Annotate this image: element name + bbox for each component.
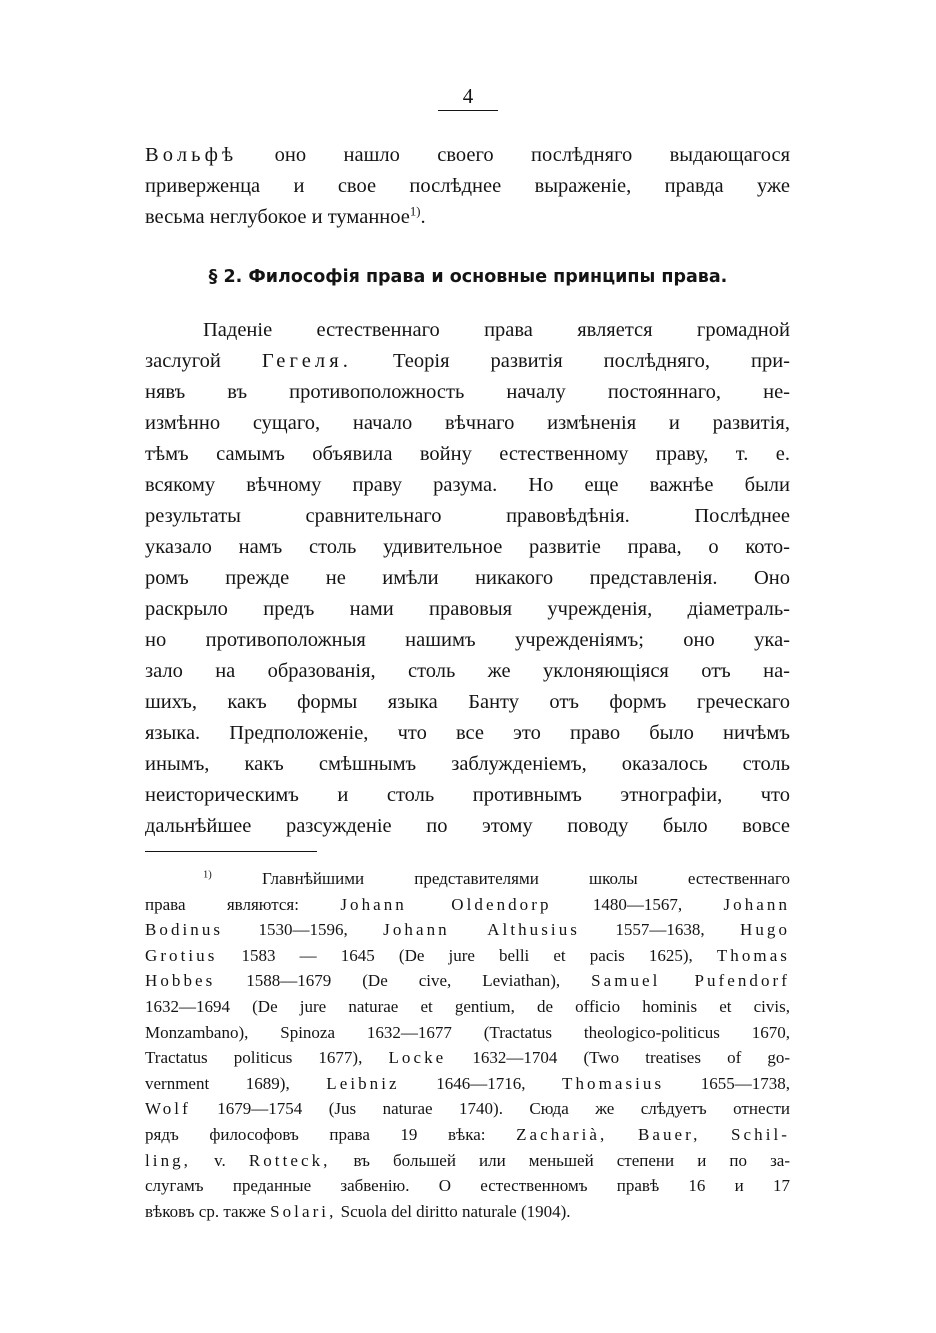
- intro-line-2: приверженца и свое послѣднее выраженіе, правда уже: [145, 175, 790, 197]
- author-name: Samuel Pufendorf: [591, 971, 790, 991]
- footnote-line-9: vernment 1689), Leibniz 1646—1716, Thomasius 1655—1738,: [145, 1073, 790, 1093]
- author-name: Johann Oldendorp: [340, 894, 552, 914]
- section-line: инымъ, какъ смѣшнымъ заблужденіемъ, оказалось столь: [145, 753, 790, 775]
- author-name: Schil-: [731, 1124, 791, 1144]
- author-name: Johann Althusius: [383, 920, 580, 940]
- footnote-line-1: $^{1)}$ Главнѣйшими представителями школы естественнаго: [203, 869, 791, 888]
- section-line: указало намъ столь удивительное развитіе права, о кото-: [145, 536, 790, 558]
- section-line: зало на образованія, столь же уклоняющіяся отъ на-: [145, 660, 790, 682]
- intro-line-1: Вольфѣ оно нашло своего послѣдняго выдающагося: [145, 144, 790, 166]
- author-name: Leibniz: [326, 1073, 400, 1093]
- footnote-line-10: Wolf 1679—1754 (Jus naturae 1740). Сюда же слѣдуетъ отнести: [145, 1099, 790, 1119]
- section-line: раскрыло предъ нами правовыя учрежденія, діаметраль-: [145, 598, 790, 620]
- footnote-line-12: ling, v. Rotteck, въ большей или меньшей степени и по за-: [145, 1150, 791, 1170]
- footnote-line-8: Tractatus politicus 1677), Locke 1632—1704 (Two treatises of go-: [145, 1048, 791, 1068]
- footnote-line-13: слугамъ преданные забвенію. О естественномъ правѣ 16 и 17: [145, 1176, 790, 1196]
- author-name: Locke: [388, 1048, 447, 1068]
- footnote-line-7: Monzambano), Spinoza 1632—1677 (Tractatus theologico-politicus 1670,: [145, 1022, 790, 1042]
- footnote-line-11: рядъ философовъ права 19 вѣка: Zacharià, Bauer, Schil-: [145, 1124, 791, 1144]
- author-name: Thomasius: [562, 1073, 665, 1093]
- author-name: Zacharià,: [516, 1124, 608, 1144]
- footnote-line-2: права являются: Johann Oldendorp 1480—1567, Johann: [145, 894, 791, 914]
- section-line-2: заслугой Гегеля. Теорія развитія послѣдняго, при-: [145, 350, 790, 372]
- section-line: результаты сравнительнаго правовѣдѣнія. Послѣднее: [145, 505, 790, 527]
- section-line: языка. Предположеніе, что все это право было ничѣмъ: [145, 722, 790, 744]
- section-line: ромъ прежде не имѣли никакого представленія. Оно: [145, 567, 790, 589]
- section-line: измѣнно сущаго, начало вѣчнаго измѣненія и развитія,: [145, 412, 790, 434]
- footnote-line-14: вѣковъ ср. также Solari, Scuola del diritto naturale (1904).: [145, 1201, 571, 1221]
- footnote-rule: [145, 851, 317, 852]
- section-line: неисторическимъ и столь противнымъ этнографіи, что: [145, 784, 790, 806]
- author-name: Johann: [723, 894, 791, 914]
- section-line: шихъ, какъ формы языка Банту отъ формъ греческаго: [145, 691, 790, 713]
- page-number: 4: [462, 84, 474, 108]
- section-line: нявъ въ противоположность началу постояннаго, не-: [145, 381, 790, 403]
- author-name: ling,: [145, 1150, 191, 1170]
- author-name: Hobbes: [145, 971, 216, 991]
- footnote-mark: 1): [203, 869, 212, 881]
- footnote-line-5: Hobbes 1588—1679 (De cive, Leviathan), Samuel Pufendorf: [145, 971, 790, 991]
- author-name: Bauer,: [637, 1124, 701, 1144]
- intro-paragraph: [145, 140, 790, 233]
- footnote-reference[interactable]: 1): [409, 204, 421, 219]
- section-heading: § 2. Философія права и основные принципы права.: [208, 267, 728, 287]
- author-name: Wolf: [145, 1099, 191, 1119]
- author-name: Hugo: [740, 920, 791, 940]
- author-name: Grotius: [145, 945, 218, 965]
- author-name: Solari,: [270, 1201, 337, 1221]
- page-number-rule: [438, 110, 498, 111]
- footnote-line-6: 1632—1694 (De jure naturae et gentium, de officio hominis et civis,: [145, 996, 790, 1016]
- section-line: всякому вѣчному праву разума. Но еще важнѣе были: [145, 474, 790, 496]
- section-line-1: Паденіе естественнаго права является громадной: [203, 319, 790, 341]
- intro-line-3: весьма неглубокое и туманное$^{1)}$.: [145, 204, 426, 228]
- author-name-wolff: Вольфѣ: [145, 144, 238, 166]
- author-name-hegel: Гегеля.: [261, 350, 353, 372]
- footnote-line-4: Grotius 1583 — 1645 (De jure belli et pacis 1625), Thomas: [145, 945, 790, 965]
- section-line: дальнѣйшее разсужденіе по этому поводу было вовсе: [145, 815, 790, 837]
- author-name: Rotteck,: [248, 1150, 331, 1170]
- footnote-line-3: Bodinus 1530—1596, Johann Althusius 1557—1638, Hugo: [145, 920, 791, 940]
- author-name: Thomas: [716, 945, 790, 965]
- author-name: Bodinus: [145, 920, 224, 940]
- section-line: но противоположныя нашимъ учрежденіямъ; оно ука-: [145, 629, 790, 651]
- footnote: [145, 866, 790, 1224]
- section-paragraph: [145, 315, 790, 842]
- section-line: тѣмъ самымъ объявила войну естественному праву, т. е.: [145, 443, 790, 465]
